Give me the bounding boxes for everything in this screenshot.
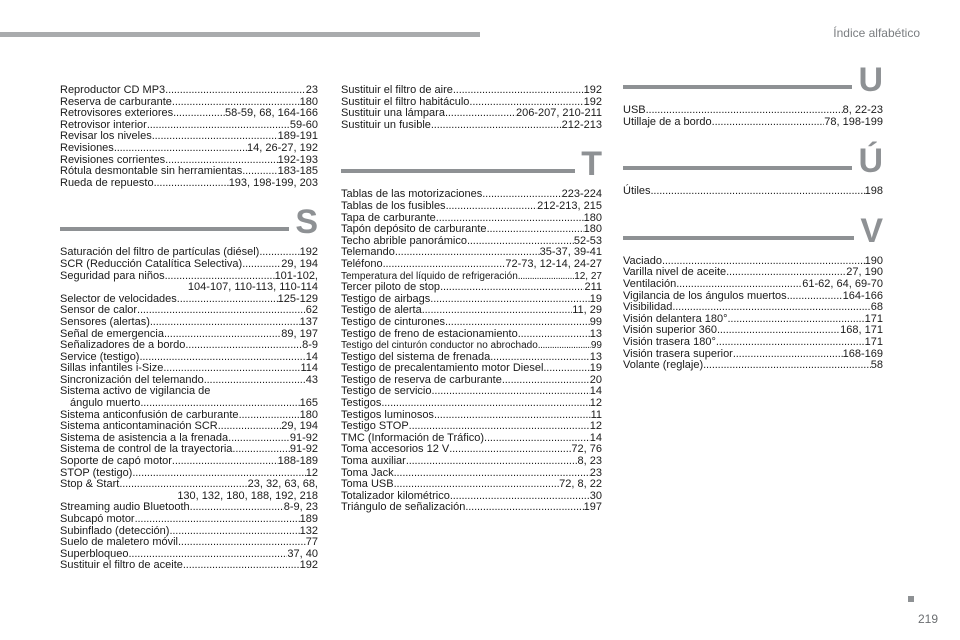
index-entry-term: Tablas de las motorizaciones	[341, 188, 483, 201]
dot-leader	[154, 178, 229, 190]
index-entry-pages: 43	[305, 373, 318, 386]
index-entry-term: STOP (testigo)	[60, 466, 133, 479]
index-entry-pages: 72-73, 12-14, 24-27	[505, 257, 602, 270]
index-entry	[341, 398, 602, 410]
index-entry	[60, 560, 318, 572]
index-entry-term: Testigo de cinturones	[341, 315, 445, 328]
index-entry	[341, 224, 602, 236]
index-entry-term: Visión trasera superior	[623, 347, 733, 360]
index-entry-term: Testigo de alerta	[341, 304, 422, 317]
index-entry-pages: 62	[305, 304, 318, 317]
dot-leader	[703, 360, 871, 372]
index-entry-term: Testigo del sistema de frenada	[341, 350, 491, 363]
index-entry-pages: 77	[305, 536, 318, 549]
dot-leader	[406, 456, 578, 468]
index-entry	[60, 166, 318, 178]
index-entry-pages: 19	[589, 292, 602, 305]
index-entry-term: Utillaje de a bordo	[623, 115, 712, 128]
index-entry-pages: 14	[305, 350, 318, 363]
index-entry-pages: 61-62, 64, 69-70	[802, 277, 883, 290]
index-entry-term: Telemando	[341, 246, 395, 259]
index-entry-term: Visión trasera 180°	[623, 335, 716, 348]
index-entry-term: Testigos	[341, 397, 382, 410]
index-entry-pages: 59-60	[289, 118, 318, 131]
index-entry-term: Sustituir un fusible	[341, 118, 431, 131]
index-entry-term: Señal de emergencia	[60, 327, 164, 340]
index-entry-pages: 14	[589, 385, 602, 398]
index-entry-term: Sustituir el filtro de aceite	[60, 559, 183, 572]
index-entry-pages: 8-9, 23	[283, 501, 318, 514]
dot-leader	[651, 186, 865, 198]
page-marker-dot	[908, 596, 914, 602]
index-entry	[341, 201, 602, 213]
dot-leader	[717, 325, 840, 337]
dot-leader	[787, 291, 843, 303]
dot-leader	[445, 317, 590, 329]
index-entry-term: Visión superior 360	[623, 324, 717, 337]
index-entry-term: Tapón depósito de carburante	[341, 223, 487, 236]
index-entry-pages: 13	[589, 327, 602, 340]
index-entry-pages: 197	[583, 501, 602, 514]
index-entry-pages: 19	[589, 362, 602, 375]
section-divider	[623, 166, 852, 170]
index-entry-term: Vaciado	[623, 254, 662, 267]
index-column-3	[623, 61, 883, 372]
index-entry-term: SCR (Reducción Catalítica Selectiva)	[60, 257, 243, 270]
index-entry	[623, 337, 883, 349]
index-entry-pages: 164-166	[842, 289, 883, 302]
index-entry-pages: 89, 197	[281, 327, 318, 340]
index-entry-term: Teléfono	[341, 257, 383, 270]
index-column-1	[60, 85, 318, 572]
index-entry-term: Temperatura del líquido de refrigeración	[341, 270, 518, 282]
dot-leader	[538, 340, 591, 352]
index-entry-term: Señalizadores de a bordo	[60, 339, 186, 352]
index-entry-pages: 189	[299, 513, 318, 525]
index-entry	[341, 329, 602, 341]
dot-leader	[434, 410, 591, 422]
index-entry-pages: 101-102,	[274, 269, 318, 282]
index-entry	[60, 259, 318, 271]
index-entry	[341, 317, 602, 329]
index-entry-pages: 72, 76	[571, 443, 602, 456]
index-entry-term: Sincronización del telemando	[60, 373, 204, 386]
index-entry-pages: 12	[589, 397, 602, 410]
index-entry-term: Sillas infantiles i-Size	[60, 362, 164, 375]
index-entry	[623, 279, 883, 291]
section-divider	[341, 169, 575, 173]
index-entry-pages: 168, 171	[840, 324, 883, 337]
index-entry-term: Revisar los niveles	[60, 130, 152, 143]
index-entry	[60, 340, 318, 352]
index-entry-term: Soporte de capó motor	[60, 455, 172, 468]
index-entry-pages: 99	[589, 315, 602, 328]
index-entry-term: Reserva de carburante	[60, 95, 172, 108]
dot-leader	[183, 560, 300, 572]
dot-leader	[712, 117, 825, 129]
index-entry-term: Sistema de asistencia a la frenada	[60, 431, 229, 444]
dot-leader	[672, 302, 870, 314]
index-entry-pages: 8-9	[302, 339, 318, 352]
index-entry-term: Service (testigo)	[60, 350, 140, 363]
index-entry-pages: 190	[864, 254, 883, 267]
index-entry-term: Sistema anticontaminación SCR	[60, 420, 218, 433]
index-entry-pages: 171	[864, 335, 883, 348]
section-letter-heading	[341, 141, 602, 184]
dot-leader	[445, 108, 516, 120]
index-entry-term: Útiles	[623, 185, 651, 198]
index-entry	[623, 302, 883, 314]
index-entry-pages: 14	[589, 431, 602, 444]
index-entry-pages: 192	[583, 84, 602, 96]
index-entry-term: USB	[623, 104, 646, 116]
dot-leader	[177, 294, 278, 306]
index-entry-term: Volante (reglaje)	[623, 359, 704, 372]
section-letter-heading	[623, 138, 883, 181]
index-entry-term: Sistema anticonfusión de carburante	[60, 408, 239, 421]
dot-leader	[114, 143, 247, 155]
index-entry-term: Varilla nivel de aceite	[623, 266, 727, 279]
index-entry-term: Stop & Start	[60, 478, 120, 491]
dot-leader	[432, 386, 590, 398]
dot-leader	[450, 491, 590, 503]
dot-leader	[431, 120, 562, 132]
index-entry-pages: 180	[583, 211, 602, 224]
index-entry	[341, 85, 602, 97]
index-entry-pages: 114	[300, 362, 318, 375]
section-letter-heading	[623, 57, 883, 97]
index-entry-pages: 188-189	[277, 455, 318, 468]
dot-leader	[676, 279, 802, 291]
dot-leader	[440, 282, 584, 294]
dot-leader	[185, 340, 302, 352]
index-entry-pages: 183-185	[277, 165, 318, 178]
dot-leader	[173, 108, 225, 120]
index-entry-pages: 180	[299, 95, 318, 108]
index-entry-pages: 12, 27	[574, 270, 602, 282]
index-entry-term: Techo abrible panorámico	[341, 234, 467, 247]
index-entry-pages: 8, 22-23	[842, 104, 883, 116]
index-entry-pages: 180	[583, 223, 602, 236]
index-entry	[60, 85, 318, 97]
index-entry-pages: 165	[299, 397, 318, 410]
section-letter: V	[860, 211, 883, 250]
section-divider	[60, 227, 289, 231]
index-entry-term: Subcapó motor	[60, 513, 135, 525]
dot-leader	[169, 526, 299, 538]
page-number: 219	[917, 612, 938, 626]
section-letter-heading	[623, 208, 883, 248]
dot-leader	[204, 375, 306, 387]
dot-leader	[381, 398, 589, 410]
dot-leader	[172, 456, 278, 468]
index-entry	[341, 456, 602, 468]
section-divider	[623, 85, 852, 89]
dot-leader	[137, 305, 306, 317]
dot-leader	[502, 375, 590, 387]
index-entry	[623, 105, 883, 117]
dot-leader	[165, 85, 306, 97]
index-entry-pages: 23	[305, 84, 318, 96]
index-entry-pages: 192	[299, 246, 318, 259]
index-entry-term: Testigo de airbags	[341, 292, 431, 305]
index-entry-term: Suelo de maletero móvil	[60, 536, 179, 549]
index-entry	[341, 120, 602, 132]
index-entry-term: Testigo de reserva de carburante	[341, 373, 502, 386]
index-entry	[341, 282, 602, 294]
index-entry-term: Tapa de carburante	[341, 211, 436, 224]
index-entry-term: Sensores (alertas)	[60, 315, 150, 328]
index-entry-pages: 52-53	[573, 234, 602, 247]
dot-leader	[646, 105, 843, 117]
index-entry-pages: 137	[299, 315, 318, 328]
index-entry-pages: 198	[864, 185, 883, 198]
index-entry-term: Retrovisor interior	[60, 118, 147, 131]
index-entry-pages: 29, 194	[281, 420, 318, 433]
index-entry-term: Vigilancia de los ángulos muertos	[623, 289, 787, 302]
index-entry-term: Subinflado (detección)	[60, 524, 170, 537]
index-column-2	[341, 85, 602, 514]
index-entry	[623, 117, 883, 129]
dot-leader	[716, 337, 865, 349]
index-entry	[60, 514, 318, 526]
dot-leader	[446, 201, 538, 213]
index-entry-pages: 68	[870, 301, 883, 314]
dot-leader	[150, 317, 300, 329]
index-entry-term: Tercer piloto de stop	[341, 281, 441, 294]
index-entry-term: Seguridad para niños	[60, 269, 165, 282]
dot-leader	[228, 433, 290, 445]
dot-leader	[135, 514, 300, 526]
index-entry	[341, 502, 602, 514]
index-entry-term: Testigo de freno de estacionamiento	[341, 327, 518, 340]
index-entry-pages: 30	[589, 489, 602, 502]
index-entry-term: Sustituir el filtro de aire	[341, 84, 453, 96]
index-entry-term: Testigo del cinturón conductor no abrochado	[341, 340, 538, 352]
page-header-title: Índice alfabético	[833, 26, 920, 40]
index-entry-pages: 192	[299, 559, 318, 572]
index-entry-pages: 189-191	[277, 130, 318, 143]
index-entry-pages: 132	[299, 524, 318, 537]
dot-leader	[242, 259, 281, 271]
index-entry-term: Streaming audio Bluetooth	[60, 501, 190, 514]
index-entry-pages: 171	[864, 312, 883, 325]
dot-leader	[518, 271, 574, 283]
index-entry-term: Testigo STOP	[341, 420, 409, 433]
dot-leader	[733, 349, 843, 361]
section-letter: Ú	[858, 142, 883, 181]
index-entry	[60, 178, 318, 190]
index-entry-term: Testigos luminosos	[341, 408, 434, 421]
index-entry	[60, 143, 318, 155]
header-bar	[0, 32, 480, 37]
index-entry-pages: 212-213, 215	[537, 199, 602, 212]
index-entry-term: Revisiones corrientes	[60, 153, 166, 166]
index-entry-term: Toma accesorios 12 V	[341, 443, 450, 456]
index-entry-term: Sustituir una lámpara	[341, 107, 445, 120]
index-entry-term: Visibilidad	[623, 301, 673, 314]
index-entry-pages: 72, 8, 22	[559, 478, 602, 491]
index-entry-pages: 27, 190	[846, 266, 883, 279]
index-entry-pages: 14, 26-27, 192	[247, 141, 318, 154]
dot-leader	[543, 363, 589, 375]
dot-leader	[140, 398, 299, 410]
index-entry-term: Revisiones	[60, 141, 114, 154]
index-entry	[623, 186, 883, 198]
index-entry-term: Testigo de precalentamiento motor Diesel	[341, 362, 544, 375]
index-entry-term: Superbloqueo	[60, 547, 129, 560]
index-entry-pages: 58	[870, 359, 883, 372]
index-entry-term: Toma Jack	[341, 466, 394, 479]
index-entry-term: Rueda de repuesto	[60, 176, 154, 189]
index-entry-pages: 23	[589, 466, 602, 479]
index-entry-term: Totalizador kilométrico	[341, 489, 450, 502]
index-entry-term: Tablas de los fusibles	[341, 199, 446, 212]
index-entry-term: Ventilación	[623, 277, 677, 290]
index-entry	[341, 259, 602, 271]
dot-leader	[449, 444, 571, 456]
index-entry-pages: 37, 40	[287, 547, 318, 560]
index-entry-pages: 35-37, 39-41	[539, 246, 602, 259]
index-entry-term: Selector de velocidades	[60, 292, 177, 305]
index-entry-pages: 211	[584, 281, 602, 294]
index-entry-pages: 223-224	[561, 188, 602, 201]
index-entry-term: Sustituir el filtro habitáculo	[341, 95, 470, 108]
index-entry-pages: 12	[305, 466, 318, 479]
dot-leader	[430, 294, 589, 306]
dot-leader	[383, 259, 506, 271]
index-entry-pages: 180	[299, 408, 318, 421]
index-entry-term: Testigo de servicio	[341, 385, 432, 398]
index-entry-term: Reproductor CD MP3	[60, 84, 166, 96]
index-entry-pages: 58-59, 68, 164-166	[225, 107, 318, 120]
index-entry-term: Toma USB	[341, 478, 394, 491]
index-entry-pages: 168-169	[842, 347, 883, 360]
index-entry-pages: 12	[589, 420, 602, 433]
index-entry-term: Sistema de control de la trayectoria	[60, 443, 233, 456]
index-entry-pages: 11	[590, 408, 602, 421]
index-entry-pages: 13	[589, 350, 602, 363]
dot-leader	[147, 120, 290, 132]
dot-leader	[139, 352, 305, 364]
index-entry-pages: 11, 29	[572, 304, 602, 317]
index-entry	[60, 456, 318, 468]
index-entry-pages: 91-92	[289, 431, 318, 444]
dot-leader	[453, 85, 584, 97]
section-letter: T	[581, 145, 602, 184]
index-entry	[623, 360, 883, 372]
index-entry-term: Saturación del filtro de partículas (diésel)	[60, 246, 260, 259]
section-divider	[623, 236, 854, 240]
index-entry-continuation: 130, 132, 180, 188, 192, 218	[177, 489, 318, 502]
index-entry-pages: 125-129	[277, 292, 318, 305]
index-entry-term: Retrovisores exteriores	[60, 107, 174, 120]
index-entry-pages: 20	[589, 373, 602, 386]
dot-leader	[487, 224, 584, 236]
index-entry-pages: 91-92	[289, 443, 318, 456]
dot-leader	[242, 166, 277, 178]
index-entry-pages: 23, 32, 63, 68,	[247, 478, 318, 491]
section-letter: S	[295, 203, 318, 242]
section-letter: U	[858, 61, 883, 99]
index-entry-pages: 29, 194	[281, 257, 318, 270]
index-entry-term: Toma auxiliar	[341, 455, 406, 468]
dot-leader	[190, 502, 284, 514]
index-entry-pages: 206-207, 210-211	[515, 107, 602, 120]
index-entry-term: ángulo muerto	[70, 397, 141, 410]
index-entry-pages: 193, 198-199, 203	[228, 176, 318, 189]
index-entry-term: Sistema activo de vigilancia de	[60, 385, 211, 398]
index-entry-pages: 78, 198-199	[824, 115, 883, 128]
section-letter-heading	[60, 199, 318, 242]
index-entry-term: Visión delantera 180°	[623, 312, 728, 325]
dot-leader	[518, 329, 590, 341]
index-entry	[60, 317, 318, 329]
index-entry-pages: 99	[590, 340, 602, 352]
index-entry-term: TMC (Información de Tráfico)	[341, 431, 485, 444]
index-entry	[341, 340, 602, 352]
index-entry-pages: 192-193	[277, 153, 318, 166]
index-entry-pages: 8, 23	[577, 455, 602, 468]
index-entry	[60, 398, 318, 410]
index-entry-term: Triángulo de señalización	[341, 501, 466, 514]
dot-leader	[465, 502, 583, 514]
index-entry-pages: 192	[583, 95, 602, 108]
index-entry-term: Sensor de calor	[60, 304, 138, 317]
index-entry-continuation: 104-107, 110-113, 110-114	[187, 281, 318, 294]
index-entry-term: Rótula desmontable sin herramientas	[60, 165, 243, 178]
index-entry-pages: 212-213	[561, 118, 602, 131]
